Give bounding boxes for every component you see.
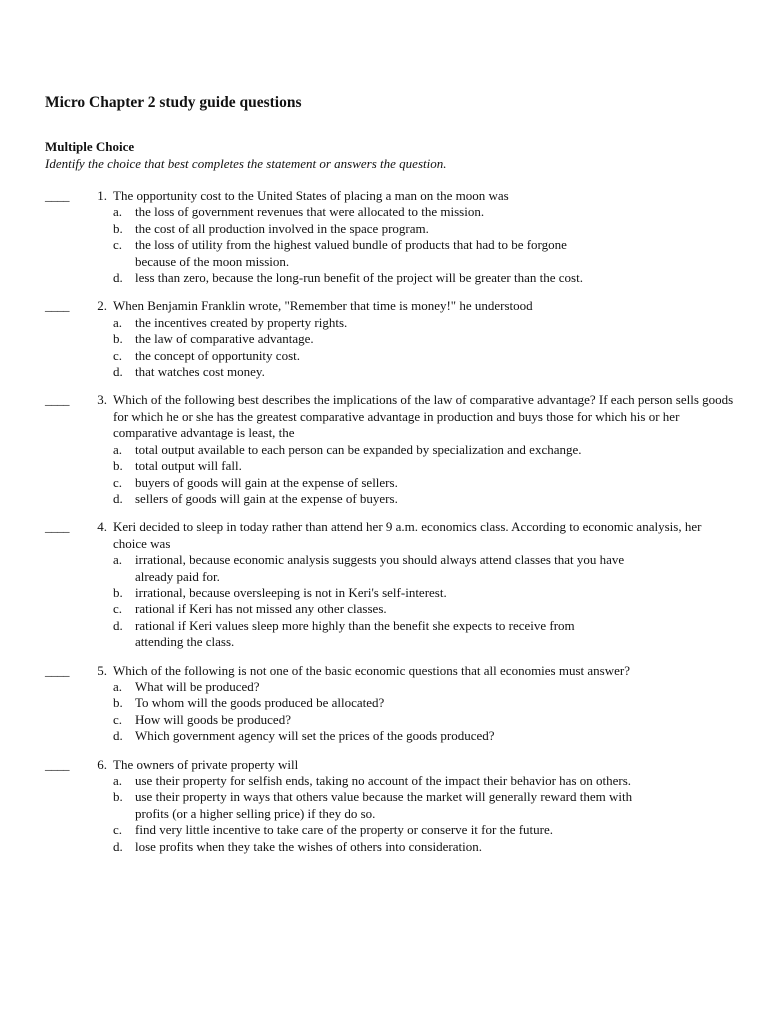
choice-b: [113, 221, 735, 237]
choice-a: [113, 442, 735, 458]
question-stem: Which of the following best describes the implications of the law of comparative advantage? If each person sells goods for which he or she has the greatest comparative advantage in production and buys those for which his or her comparative advantage is least, the: [113, 392, 734, 441]
choice-text: the cost of all production involved in the space program.: [135, 220, 429, 236]
choice-text: How will goods be produced?: [135, 711, 291, 727]
choice-c: [113, 822, 735, 838]
choice-d: [113, 618, 735, 651]
question-number: 2.: [97, 298, 107, 314]
choice-text: total output will fall.: [135, 458, 242, 474]
answer-blank[interactable]: ____: [45, 519, 69, 535]
choice-d: [113, 491, 735, 507]
choice-letter: c.: [113, 822, 123, 838]
answer-blank[interactable]: ____: [45, 188, 69, 203]
choice-text: the incentives created by property rights.: [135, 314, 348, 330]
choice-letter: b.: [113, 789, 123, 805]
choice-b: [113, 458, 735, 474]
choice-b: [113, 695, 735, 711]
question-number: 1.: [97, 188, 107, 203]
choice-text: the loss of utility from the highest valued bundle of products that had to be forgone because of the moon mission.: [135, 237, 567, 269]
question-6: [45, 757, 735, 855]
choice-b: [113, 789, 735, 822]
choice-a: [113, 552, 735, 585]
choice-a: [113, 204, 735, 220]
choice-text: use their property for selfish ends, taking no account of the impact their behavior has on others.: [135, 773, 632, 788]
choice-c: [113, 237, 735, 270]
choice-text: total output available to each person can be expanded by specialization and exchange.: [135, 441, 582, 457]
choice-text: rational if Keri values sleep more highly than the benefit she expects to receive from attending the class.: [135, 617, 575, 650]
choice-a: [113, 679, 735, 695]
question-number: 4.: [97, 519, 107, 535]
question-5: [45, 663, 735, 745]
choice-text: irrational, because oversleeping is not in Keri's self-interest.: [135, 584, 447, 600]
choice-b: [113, 331, 735, 347]
choice-letter: a.: [113, 441, 123, 457]
choice-a: [113, 773, 735, 789]
choice-letter: a.: [113, 678, 123, 694]
choice-a: [113, 315, 735, 331]
question-body: [113, 519, 735, 650]
choice-c: [113, 348, 735, 364]
choice-d: [113, 364, 735, 380]
choice-letter: c.: [113, 474, 123, 490]
choice-text: less than zero, because the long-run benefit of the project will be greater than the cost.: [135, 270, 583, 286]
choice-text: rational if Keri has not missed any other classes.: [135, 601, 387, 617]
choice-letter: b.: [113, 584, 123, 600]
choice-text: sellers of goods will gain at the expense of buyers.: [135, 490, 398, 506]
choice-text: To whom will the goods produced be allocated?: [135, 695, 385, 711]
question-3: [45, 392, 735, 507]
choice-letter: d.: [113, 490, 123, 506]
choice-text: find very little incentive to take care of the property or conserve it for the future.: [135, 822, 553, 838]
question-list: [45, 188, 735, 867]
choice-text: Which government agency will set the prices of the goods produced?: [135, 728, 495, 744]
choice-text: buyers of goods will gain at the expense of sellers.: [135, 474, 398, 490]
choice-letter: d.: [113, 364, 123, 380]
choice-letter: a.: [113, 552, 123, 568]
question-body: [113, 757, 735, 855]
choice-text: What will be produced?: [135, 678, 260, 694]
answer-blank[interactable]: ____: [45, 392, 69, 408]
choice-letter: b.: [113, 331, 123, 347]
question-4: [45, 519, 735, 650]
choice-c: [113, 712, 735, 728]
question-number: 3.: [97, 392, 107, 408]
question-number: 5.: [97, 662, 107, 678]
choice-text: irrational, because economic analysis suggests you should always attend classes that you have already paid for.: [135, 552, 625, 584]
answer-blank[interactable]: ____: [45, 298, 69, 314]
choice-letter: a.: [113, 314, 123, 330]
choice-d: [113, 270, 735, 286]
question-stem: Which of the following is not one of the basic economic questions that all economies must answer?: [113, 662, 630, 678]
choice-letter: a.: [113, 204, 123, 220]
choice-text: lose profits when they take the wishes of others into consideration.: [135, 838, 482, 854]
answer-blank[interactable]: ____: [45, 756, 69, 772]
choice-text: use their property in ways that others value because the market will generally reward them with profits (or a higher selling price) if they do so.: [135, 789, 633, 821]
choice-letter: c.: [113, 601, 123, 617]
choice-letter: c.: [113, 711, 123, 727]
choice-text: the law of comparative advantage.: [135, 331, 314, 347]
choice-d: [113, 728, 735, 744]
question-body: [113, 663, 735, 745]
question-stem: The opportunity cost to the United States of placing a man on the moon was: [113, 188, 509, 203]
choice-letter: d.: [113, 617, 123, 633]
instructions: Identify the choice that best completes the statement or answers the question.: [45, 156, 447, 171]
choice-letter: b.: [113, 458, 123, 474]
question-1: [45, 188, 735, 286]
answer-blank[interactable]: ____: [45, 662, 69, 678]
choice-c: [113, 475, 735, 491]
choice-text: the concept of opportunity cost.: [135, 347, 300, 363]
section-heading: Multiple Choice: [45, 139, 135, 154]
document-title: Micro Chapter 2 study guide questions: [45, 94, 302, 111]
question-body: [113, 392, 735, 507]
choice-letter: a.: [113, 773, 123, 788]
question-stem: Keri decided to sleep in today rather than attend her 9 a.m. economics class. According to economic analysis, her choice was: [113, 519, 702, 551]
choice-letter: c.: [113, 237, 123, 253]
question-body: [113, 298, 735, 380]
choice-letter: b.: [113, 695, 123, 711]
choice-text: that watches cost money.: [135, 364, 265, 380]
choice-letter: d.: [113, 838, 123, 854]
choice-text: the loss of government revenues that were allocated to the mission.: [135, 204, 485, 220]
question-body: [113, 188, 735, 286]
choice-letter: c.: [113, 347, 123, 363]
choice-letter: d.: [113, 728, 123, 744]
question-stem: The owners of private property will: [113, 756, 299, 772]
question-2: [45, 298, 735, 380]
question-number: 6.: [97, 756, 107, 772]
choice-c: [113, 601, 735, 617]
choice-letter: d.: [113, 270, 123, 286]
choice-letter: b.: [113, 220, 123, 236]
choice-b: [113, 585, 735, 601]
choice-d: [113, 839, 735, 855]
question-stem: When Benjamin Franklin wrote, "Remember that time is money!" he understood: [113, 298, 533, 314]
